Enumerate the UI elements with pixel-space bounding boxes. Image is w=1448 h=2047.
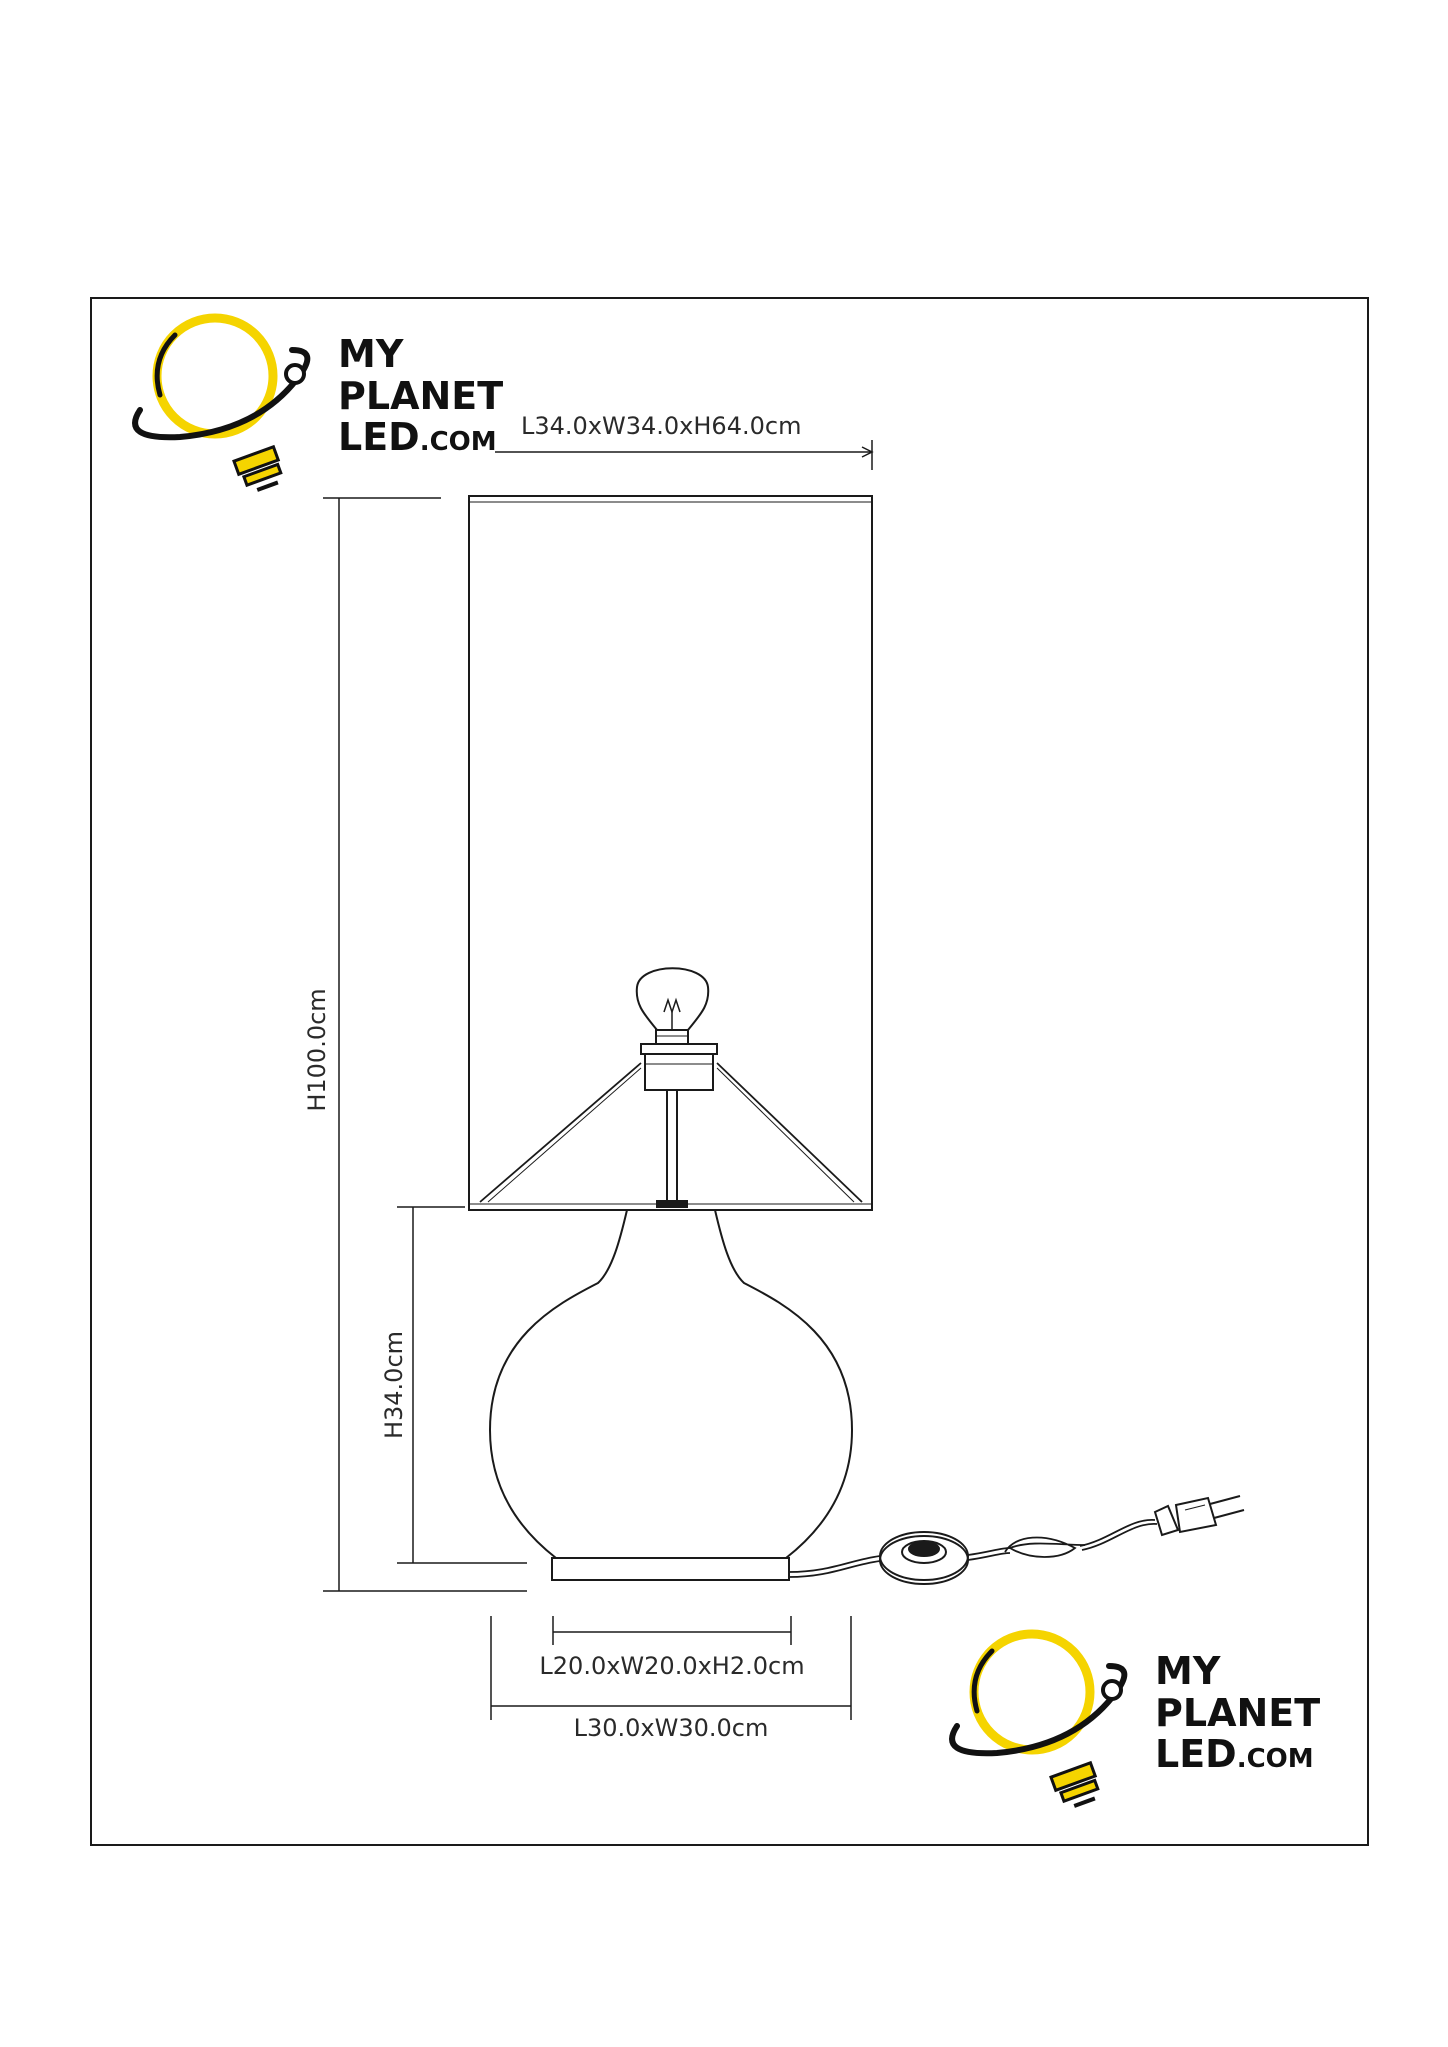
foot-dimension (553, 1616, 791, 1645)
logo-bottom (952, 1634, 1320, 1810)
logo-bottom-line1: MY (1155, 1649, 1221, 1693)
footprint-dimension-label: L30.0xW30.0cm (573, 1714, 769, 1742)
logo-bottom-line3 (1155, 1732, 1314, 1776)
lightbulb-icon (637, 968, 717, 1090)
foot-switch-icon (880, 1532, 968, 1584)
power-cord (789, 1520, 1157, 1577)
total-height-dimension (323, 498, 527, 1591)
logo-top-line3-main: LED (338, 415, 420, 459)
logo-top-line3 (338, 415, 497, 459)
shade-dimension (495, 440, 872, 470)
base-height-dimension (397, 1207, 527, 1563)
total-height-label: H100.0cm (303, 988, 331, 1112)
logo-top-line3-suffix: .COM (419, 427, 497, 457)
foot-dimension-label: L20.0xW20.0xH2.0cm (539, 1652, 805, 1680)
lamp-base-body (490, 1210, 852, 1580)
logo-top-line2: PLANET (338, 374, 504, 418)
logo-bottom-line3-main: LED (1155, 1732, 1237, 1776)
planet-bulb-logo-icon (135, 318, 307, 494)
plug-icon (1155, 1496, 1244, 1535)
logo-bottom-line2: PLANET (1155, 1691, 1321, 1735)
logo-bottom-line3-suffix: .COM (1236, 1744, 1314, 1774)
base-height-label: H34.0cm (380, 1330, 408, 1440)
logo-top-line1: MY (338, 332, 404, 376)
planet-bulb-logo-icon (952, 1634, 1124, 1810)
shade-dimension-label: L34.0xW34.0xH64.0cm (521, 412, 802, 440)
logo-top (135, 318, 503, 494)
lamp-shade (469, 496, 872, 1210)
